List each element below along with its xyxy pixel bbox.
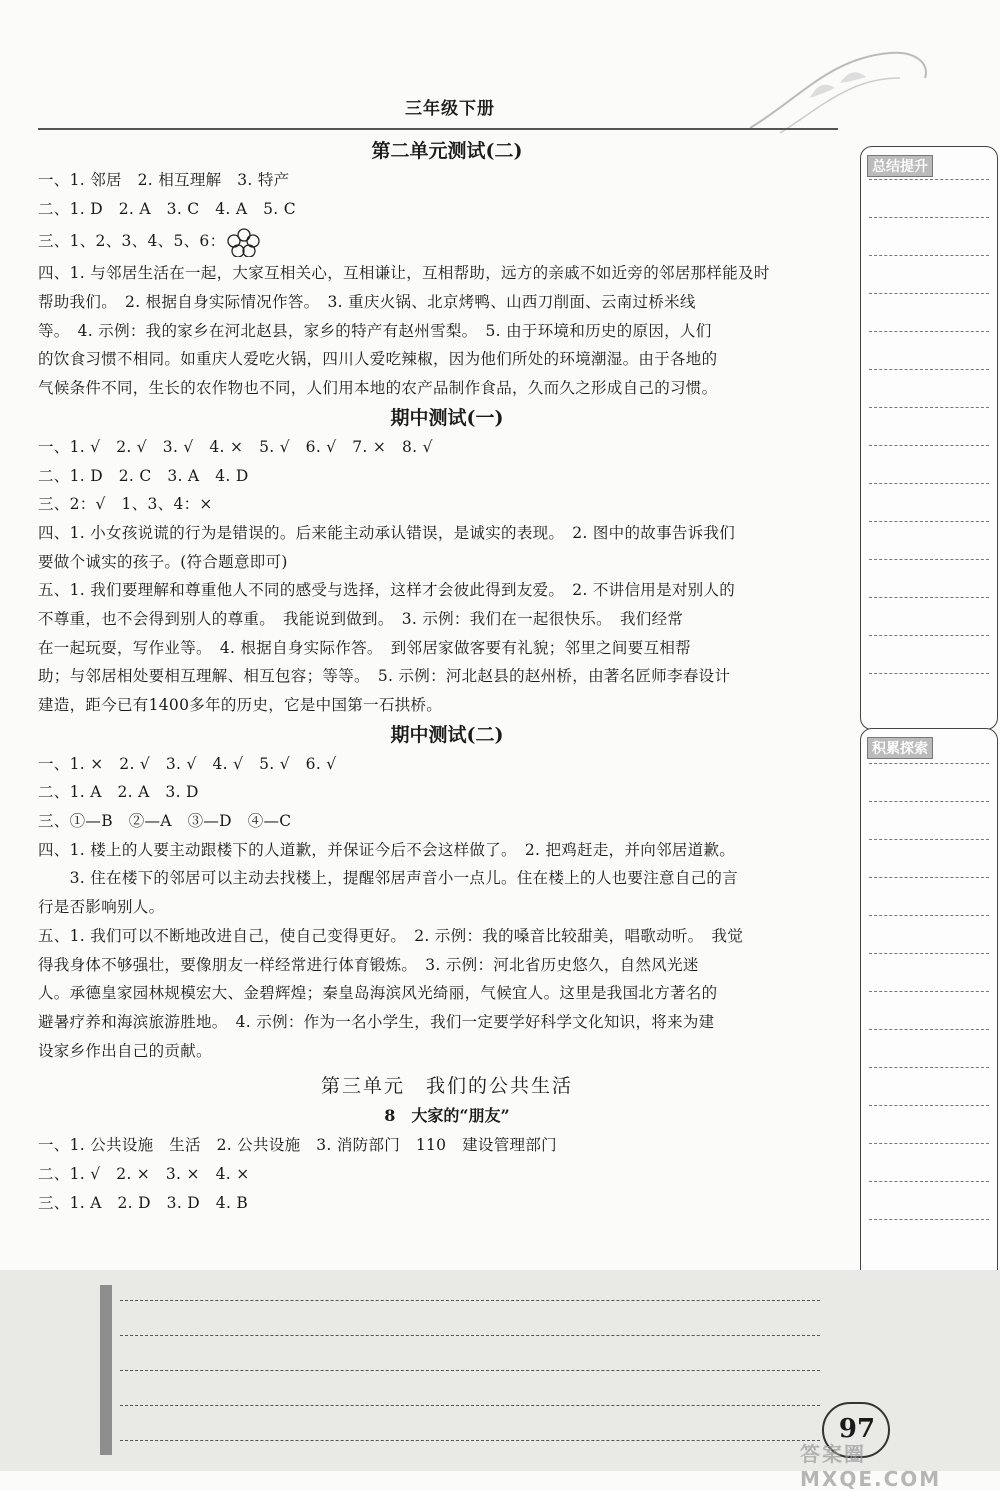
answer-line: 等。 4. 示例：我的家乡在河北赵县，家乡的特产有赵州雪梨。 5. 由于环境和历史的原因，人们 xyxy=(38,321,712,340)
answer-line: 二、1. A 2. A 3. D xyxy=(38,783,199,802)
note-line xyxy=(869,483,989,484)
note-line xyxy=(869,407,989,408)
note-line xyxy=(869,1219,989,1220)
answer-line: 五、1. 我们要理解和尊重他人不同的感受与选择，这样才会彼此得到友爱。 2. 不讲信用是对别人的 xyxy=(38,581,736,600)
answer-content xyxy=(38,136,856,1217)
page-number: 97 xyxy=(838,1414,876,1444)
answer-line: 助；与邻居相处要相互理解、相互包容；等等。 5. 示例：河北赵县的赵州桥，由著名匠师李春设计 xyxy=(38,667,731,686)
answer-line: 行是否影响别人。 xyxy=(38,898,165,917)
sidebar-summary-box xyxy=(860,146,998,730)
note-line xyxy=(120,1440,820,1441)
note-line xyxy=(120,1335,820,1336)
note-line xyxy=(869,331,989,332)
note-line xyxy=(869,445,989,446)
answer-line: 二、1. D 2. C 3. A 4. D xyxy=(38,466,249,485)
unit-title: 第三单元 我们的公共生活 xyxy=(320,1075,573,1098)
answer-line-with-flower xyxy=(38,223,856,259)
page-header-title: 三年级下册 xyxy=(405,99,495,119)
sidebar-box-title: 积累探索 xyxy=(867,737,933,759)
note-line xyxy=(120,1370,820,1371)
answer-line: 一、1. √ 2. √ 3. √ 4. × 5. √ 6. √ 7. × 8. √ xyxy=(38,437,433,456)
note-line xyxy=(869,673,989,674)
answer-line: 设家乡作出自己的贡献。 xyxy=(38,1041,212,1060)
answer-line: 一、1. × 2. √ 3. √ 4. √ 5. √ 6. √ xyxy=(38,754,337,773)
note-line xyxy=(869,179,989,180)
answer-line: 3. 住在楼下的邻居可以主动去找楼上，提醒邻居声音小一点儿。住在楼上的人也要注意自己的言 xyxy=(38,869,739,888)
note-line xyxy=(869,915,989,916)
note-line xyxy=(869,1143,989,1144)
note-line xyxy=(869,369,989,370)
sidebar-box-title: 总结提升 xyxy=(867,155,933,177)
lesson-title: 8 大家的“朋友” xyxy=(384,1106,510,1126)
note-line xyxy=(869,877,989,878)
answer-line: 得我身体不够强壮，要像朋友一样经常进行体育锻炼。 3. 示例：河北省历史悠久，自然风光迷 xyxy=(38,955,699,974)
answer-line: 三、2：√ 1、3、4：× xyxy=(38,495,213,514)
note-line xyxy=(869,255,989,256)
answer-line: 四、1. 小女孩说谎的行为是错误的。后来能主动承认错误，是诚实的表现。 2. 图中的故事告诉我们 xyxy=(38,523,736,542)
answer-text: 三、1、2、3、4、5、6： xyxy=(38,232,226,251)
answer-line: 一、1. 公共设施 生活 2. 公共设施 3. 消防部门 110 建设管理部门 xyxy=(38,1136,557,1155)
answer-line: 二、1. √ 2. × 3. × 4. × xyxy=(38,1164,250,1183)
answer-line: 五、1. 我们可以不断地改进自己，使自己变得更好。 2. 示例：我的嗓音比较甜美，唱歌动听。 我觉 xyxy=(38,926,744,945)
note-line xyxy=(869,217,989,218)
note-line xyxy=(869,1029,989,1030)
sidebar-explore-box xyxy=(860,728,998,1282)
note-line xyxy=(869,763,989,764)
note-line xyxy=(869,953,989,954)
note-line xyxy=(869,801,989,802)
answer-line: 二、1. D 2. A 3. C 4. A 5. C xyxy=(38,199,296,218)
note-line xyxy=(869,1181,989,1182)
flower-icon xyxy=(225,227,263,257)
decorative-swirl xyxy=(740,38,940,148)
section-title: 期中测试(二) xyxy=(390,723,504,746)
bottom-margin-band xyxy=(100,1285,112,1455)
section-title: 期中测试(一) xyxy=(390,406,504,429)
note-line xyxy=(869,293,989,294)
note-line xyxy=(120,1405,820,1406)
note-line xyxy=(869,597,989,598)
note-line xyxy=(869,521,989,522)
answer-line: 避暑疗养和海滨旅游胜地。 4. 示例：作为一名小学生，我们一定要学好科学文化知识，将来为建 xyxy=(38,1012,715,1031)
answer-line: 要做个诚实的孩子。(符合题意即可) xyxy=(38,552,288,571)
answer-line: 的饮食习惯不相同。如重庆人爱吃火锅，四川人爱吃辣椒，因为他们所处的环境潮湿。由于各地的 xyxy=(38,350,718,369)
note-line xyxy=(869,559,989,560)
watermark-logo: 答案圈 MXQE.COM xyxy=(800,1442,942,1491)
answer-line: 四、1. 楼上的人要主动跟楼下的人道歉，并保证今后不会这样做了。 2. 把鸡赶走，并向邻居道歉。 xyxy=(38,840,736,859)
answer-line: 帮助我们。 2. 根据自身实际情况作答。 3. 重庆火锅、北京烤鸭、山西刀削面、云南过桥米线 xyxy=(38,293,696,312)
note-line xyxy=(869,839,989,840)
note-line xyxy=(869,1067,989,1068)
section-title: 第二单元测试(二) xyxy=(371,140,523,162)
answer-line: 一、1. 邻居 2. 相互理解 3. 特产 xyxy=(38,171,290,189)
answer-line: 在一起玩耍，写作业等。 4. 根据自身实际作答。 到邻居家做客要有礼貌；邻里之间要互相帮 xyxy=(38,638,691,657)
answer-line: 气候条件不同，生长的农作物也不同，人们用本地的农产品制作食品，久而久之形成自己的习惯。 xyxy=(38,379,718,398)
answer-line: 三、①—B ②—A ③—D ④—C xyxy=(38,812,292,831)
answer-line: 三、1. A 2. D 3. D 4. B xyxy=(38,1193,249,1212)
note-line xyxy=(869,1105,989,1106)
answer-line: 不尊重，也不会得到别人的尊重。 我能说到做到。 3. 示例：我们在一起很快乐。 我们经常 xyxy=(38,609,684,628)
answer-line: 建造，距今已有1400多年的历史，它是中国第一石拱桥。 xyxy=(38,696,443,714)
note-line xyxy=(869,635,989,636)
note-line xyxy=(869,991,989,992)
answer-line: 人。承德皇家园林规模宏大、金碧辉煌；秦皇岛海滨风光绮丽，气候宜人。这里是我国北方著名的 xyxy=(38,984,718,1003)
header-divider xyxy=(38,128,838,130)
note-line xyxy=(120,1300,820,1301)
answer-line: 四、1. 与邻居生活在一起，大家互相关心，互相谦让，互相帮助，远方的亲戚不如近旁的邻居那样能及时 xyxy=(38,264,770,283)
